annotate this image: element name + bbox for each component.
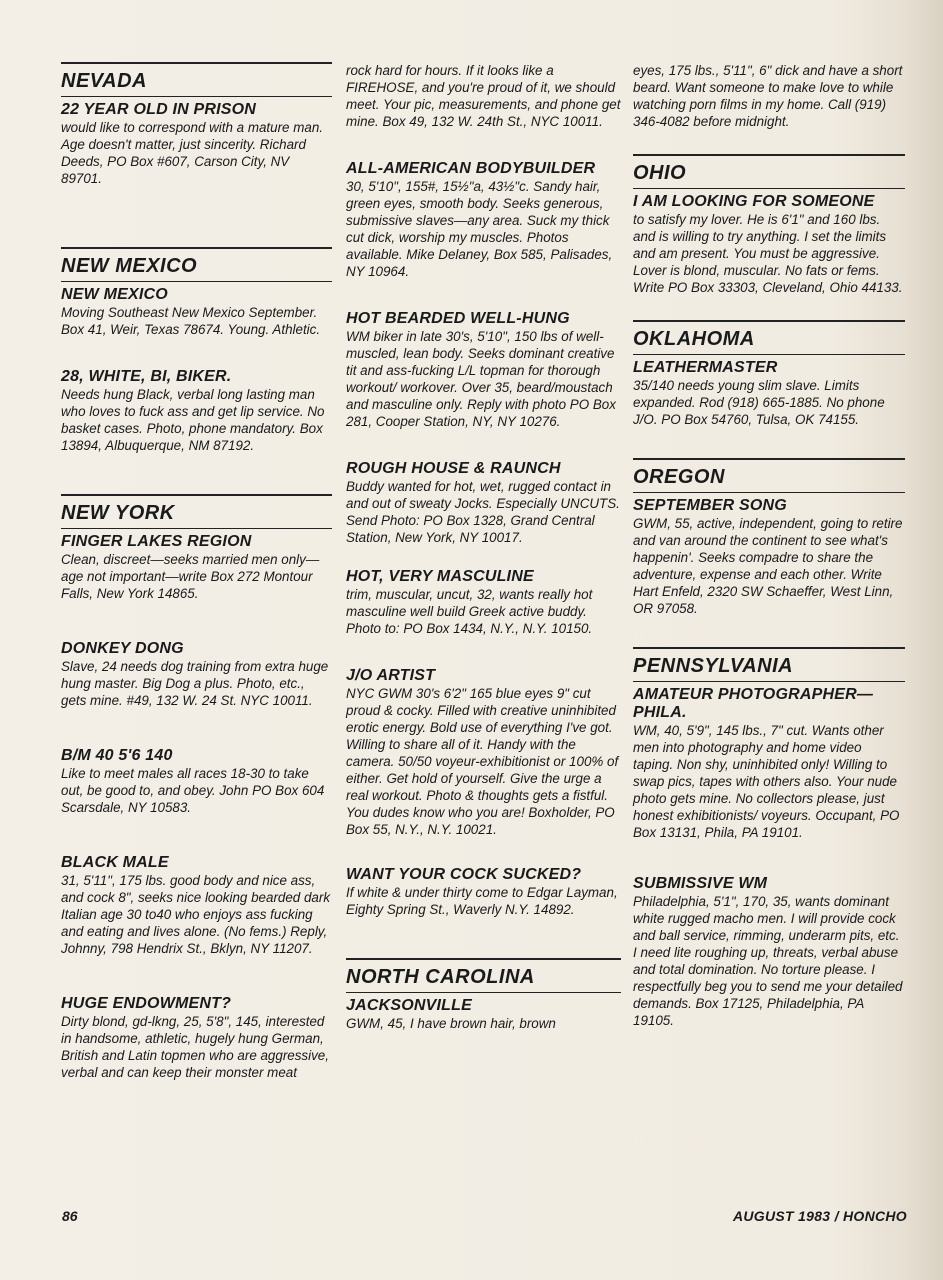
classified-ad (346, 160, 621, 280)
classified-ad (346, 866, 621, 918)
classified-ad (61, 995, 332, 1081)
ad-body: 35/140 needs young slim slave. Limits expanded. Rod (918) 665-1885. No phone J/O. PO Box 54760, Tulsa, OK 74155. (633, 378, 885, 427)
ad-headline: NEW MEXICO (61, 286, 168, 303)
ad-headline: ALL-AMERICAN BODYBUILDER (346, 160, 596, 177)
ad-body: Needs hung Black, verbal long lasting man who loves to fuck ass and get lip service. No basket cases. Photo, phone mandatory. Box 13894, Albuquerque, NM 87192. (61, 387, 325, 453)
classified-ad (633, 497, 905, 617)
ad-headline: DONKEY DONG (61, 640, 184, 657)
ad-headline: B/M 40 5'6 140 (61, 747, 173, 764)
state-heading (633, 647, 905, 682)
state-heading (61, 494, 332, 529)
ad-headline: FINGER LAKES REGION (61, 533, 252, 550)
ad-body: Moving Southeast New Mexico September. Box 41, Weir, Texas 78674. Young. Athletic. (61, 305, 321, 337)
classified-ad (61, 286, 332, 338)
state-title: OHIO (633, 162, 905, 189)
ad-headline: WANT YOUR COCK SUCKED? (346, 866, 582, 883)
ad-body: GWM, 55, active, independent, going to retire and van around the continent to see what's happenin'. Seeks compadre to share the adventure, expense and each other. Write Hart Enfeld, 2320 SW Schaeffer, West Linn, OR 97058. (633, 516, 903, 616)
column-2 (346, 62, 621, 1032)
state-title: PENNSYLVANIA (633, 655, 905, 682)
ad-headline: AMATEUR PHOTOGRAPHER—PHILA. (633, 686, 874, 721)
classified-ad (61, 533, 332, 602)
ad-headline: ROUGH HOUSE & RAUNCH (346, 460, 561, 477)
ad-body: Clean, discreet—seeks married men only—age not important—write Box 272 Montour Falls, New York 14865. (61, 552, 320, 601)
classified-ad (61, 368, 332, 454)
classified-ad (633, 62, 905, 130)
classified-ad (633, 193, 905, 296)
state-heading (633, 154, 905, 189)
ad-headline: HOT BEARDED WELL-HUNG (346, 310, 570, 327)
state-heading (633, 320, 905, 355)
classified-ad (61, 747, 332, 816)
ad-body: Like to meet males all races 18-30 to take out, be good to, and obey. John PO Box 604 Scarsdale, NY 10583. (61, 766, 325, 815)
ad-headline: J/O ARTIST (346, 667, 436, 684)
state-title: OREGON (633, 466, 905, 493)
state-heading (61, 62, 332, 97)
state-title: NORTH CAROLINA (346, 966, 621, 993)
ad-headline: I AM LOOKING FOR SOMEONE (633, 193, 875, 210)
issue-line: AUGUST 1983 / HONCHO (732, 1208, 907, 1224)
state-title: OKLAHOMA (633, 328, 905, 355)
ad-headline: LEATHERMASTER (633, 359, 778, 376)
ad-body: GWM, 45, I have brown hair, brown (346, 1016, 556, 1031)
classified-ad (346, 568, 621, 637)
ad-body: WM, 40, 5'9", 145 lbs., 7" cut. Wants other men into photography and home video taping. Non shy, uninhibited only! Willing to swap pics, tapes with others also. Your nude photo gets mine. No collectors please, just honest exhibitionists/ voyeurs. Occupant, PO Box 13131, Phila, PA 19101. (633, 723, 900, 840)
ad-headline: SUBMISSIVE WM (633, 875, 768, 892)
state-heading (61, 247, 332, 282)
column-1 (61, 62, 332, 1081)
classified-ad (633, 686, 905, 841)
state-heading (633, 458, 905, 493)
classified-ad (346, 997, 621, 1032)
state-title: NEW YORK (61, 502, 332, 529)
ad-headline: 22 YEAR OLD IN PRISON (61, 101, 257, 118)
classified-ad (346, 460, 621, 546)
ad-headline: HOT, VERY MASCULINE (346, 568, 534, 585)
ad-body: Philadelphia, 5'1", 170, 35, wants dominant white rugged macho men. I will provide cock and ball service, rimming, underarm pits, etc. I need lite roughing up, threats, verbal abuse and total domination. No torture please. I respectfully beg you to send me your detailed demands. Box 17125, Philadelphia, PA 19105. (633, 894, 903, 1028)
classified-ad (346, 310, 621, 430)
ad-body: WM biker in late 30's, 5'10", 150 lbs of well-muscled, lean body. Seeks dominant creative tit and ass-fucking L/L topman for thorough workout/ workover. Over 35, beard/moustach and masculine only. Reply with photo PO Box 281, Cooper Station, NY, NY 10276. (346, 329, 616, 429)
ad-body: to satisfy my lover. He is 6'1" and 160 lbs. and is willing to try anything. I set the limits and am present. You must be aggressive. Lover is blond, muscular. No fats or fems. Write PO Box 33303, Cleveland, Ohio 44133. (633, 212, 903, 295)
page-number: 86 (62, 1208, 78, 1224)
state-title: NEVADA (61, 70, 332, 97)
ad-body: trim, muscular, uncut, 32, wants really hot masculine well build Greek active buddy. Photo to: PO Box 1434, N.Y., N.Y. 10150. (346, 587, 593, 636)
ad-headline: JACKSONVILLE (346, 997, 472, 1014)
ad-body: Buddy wanted for hot, wet, rugged contact in and out of sweaty Jocks. Especially UNCUTS. Send Photo: PO Box 1328, Grand Central Station, New York, NY 10017. (346, 479, 620, 545)
state-heading (346, 958, 621, 993)
ad-body: would like to correspond with a mature man. Age doesn't matter, just sincerity. Richard Deeds, PO Box #607, Carson City, NV 89701. (61, 120, 323, 186)
ad-body: 31, 5'11", 175 lbs. good body and nice ass, and cock 8", seeks nice looking bearded dark Italian age 30 to40 who enjoys ass fucking and eating and lives alone. (No fems.) Reply, Johnny, 798 Hendrix St., Bklyn, NY 11207. (61, 873, 331, 956)
classified-ad (633, 875, 905, 1029)
ad-body: Slave, 24 needs dog training from extra huge hung master. Big Dog a plus. Photo, etc., gets mine. #49, 132 W. 24 St. NYC 10011. (61, 659, 329, 708)
classified-ad (61, 854, 332, 957)
classified-ad (633, 359, 905, 428)
ad-body: If white & under thirty come to Edgar Layman, Eighty Spring St., Waverly N.Y. 14892. (346, 885, 618, 917)
classified-ad (346, 667, 621, 838)
ad-headline: HUGE ENDOWMENT? (61, 995, 232, 1012)
ad-body: eyes, 175 lbs., 5'11", 6" dick and have a short beard. Want someone to make love to while watching porn films in my home. Call (919) 346-4082 before midnight. (633, 63, 903, 129)
ad-headline: 28, WHITE, BI, BIKER. (61, 368, 232, 385)
ad-body: 30, 5'10", 155#, 15½"a, 43½"c. Sandy hair, green eyes, smooth body. Seeks generous, submissive slaves—any area. Suck my thick cut dick, worship my muscles. Photos available. Mike Delaney, Box 585, Palisades, NY 10964. (346, 179, 613, 279)
classified-ad (346, 62, 621, 130)
ad-body: rock hard for hours. If it looks like a FIREHOSE, and you're proud of it, we should meet. Your pic, measurements, and phone get mine. Box 49, 132 W. 24th St., NYC 10011. (346, 63, 621, 129)
ad-headline: BLACK MALE (61, 854, 169, 871)
classified-ad (61, 640, 332, 709)
classified-ad (61, 101, 332, 187)
ad-body: Dirty blond, gd-lkng, 25, 5'8", 145, interested in handsome, athletic, hugely hung German, British and Latin topmen who are aggressive, verbal and can keep their monster meat (61, 1014, 329, 1080)
state-title: NEW MEXICO (61, 255, 332, 282)
column-3 (633, 62, 905, 1029)
ad-body: NYC GWM 30's 6'2" 165 blue eyes 9" cut proud & cocky. Filled with creative uninhibited erotic energy. Bold use of everything I've got. Willing to share all of it. Handy with the camera. 50/50 voyeur-exhibitionist or 100% of either. Get hold of yourself. Give the urge a real workout. Photo & thoughts gets a fistful. You dudes know who you are! Boxholder, PO Box 55, N.Y., N.Y. 10021. (346, 686, 619, 837)
ad-headline: SEPTEMBER SONG (633, 497, 787, 514)
